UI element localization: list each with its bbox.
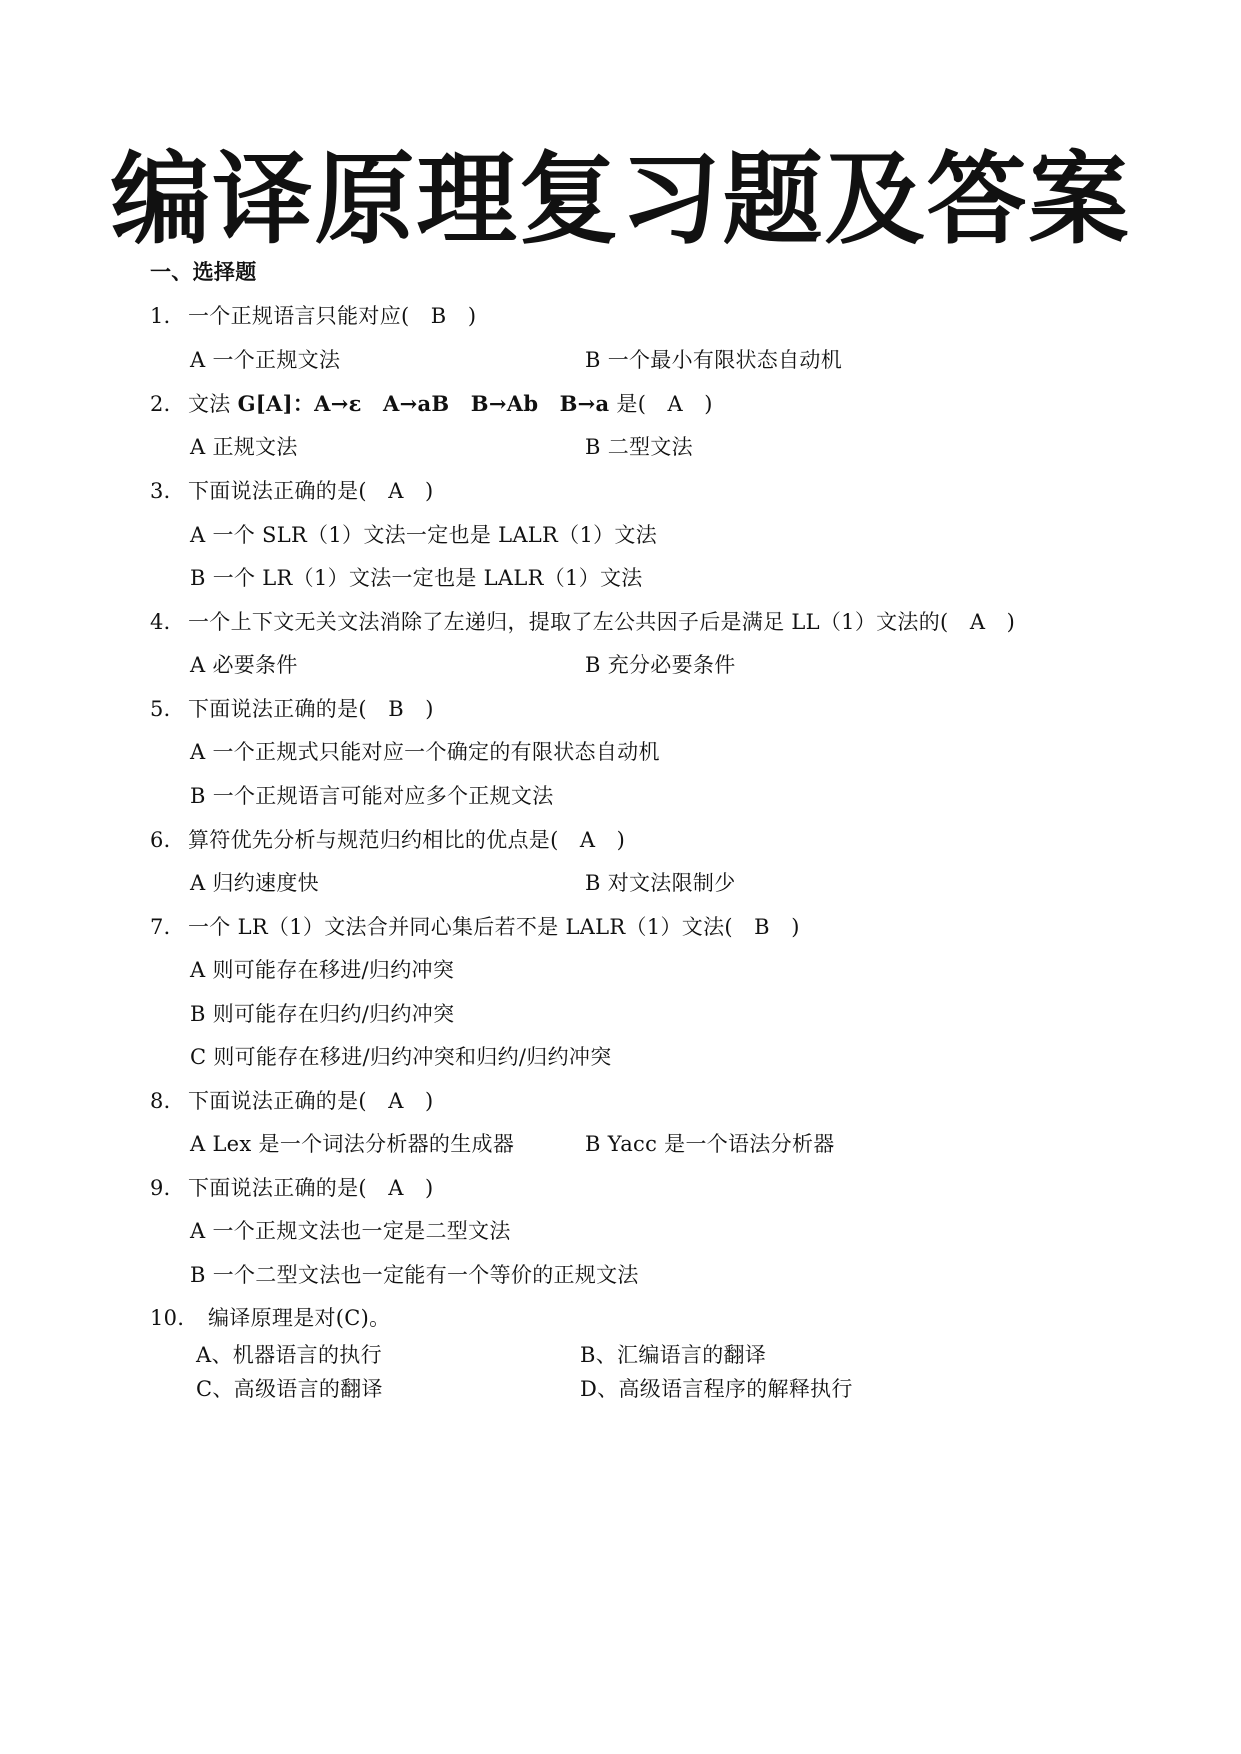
question-number: 8． <box>150 1089 185 1113</box>
question-stem: 一个正规语言只能对应( B ) <box>188 304 477 328</box>
question-stem-prefix: 文法 <box>188 392 238 416</box>
question-number: 9． <box>150 1176 185 1200</box>
option-text: A、机器语言的执行 <box>196 1343 382 1367</box>
question-number: 1． <box>150 304 185 328</box>
option-text: B 一个 LR（1）文法一定也是 LALR（1）文法 <box>190 566 643 590</box>
option-text: A 归约速度快 <box>190 871 319 895</box>
option-text: A 必要条件 <box>190 653 298 677</box>
document-title: 编译原理复习题及答案 <box>110 141 1131 258</box>
question-number: 5． <box>150 697 185 721</box>
question-stem: 一个 LR（1）文法合并同心集后若不是 LALR（1）文法( B ) <box>188 915 800 939</box>
option-text: C 则可能存在移进/归约冲突和归约/归约冲突 <box>190 1045 612 1069</box>
question-stem: 下面说法正确的是( A ) <box>188 479 434 503</box>
question-9 <box>150 1174 433 1202</box>
option-text: A 一个 SLR（1）文法一定也是 LALR（1）文法 <box>190 523 658 547</box>
question-10 <box>150 1304 390 1332</box>
question-1 <box>150 302 476 330</box>
option-text: A 一个正规式只能对应一个确定的有限状态自动机 <box>190 740 660 764</box>
option-text: A 一个正规文法也一定是二型文法 <box>190 1219 511 1243</box>
question-stem: 一个上下文无关文法消除了左递归，提取了左公共因子后是满足 LL（1）文法的( A ) <box>188 610 1016 634</box>
question-number: 10． <box>150 1306 199 1330</box>
option-text: A Lex 是一个词法分析器的生成器 <box>190 1132 515 1156</box>
question-number: 6． <box>150 828 185 852</box>
option-text: C、高级语言的翻译 <box>196 1377 383 1401</box>
question-7 <box>150 913 800 941</box>
question-4 <box>150 608 1015 636</box>
option-text: A 则可能存在移进/归约冲突 <box>190 958 455 982</box>
option-text: B 则可能存在归约/归约冲突 <box>190 1002 455 1026</box>
option-text: B 一个二型文法也一定能有一个等价的正规文法 <box>190 1263 639 1287</box>
grammar-definition: G[A]：A→ε A→aB B→Ab B→a <box>237 391 610 416</box>
question-3 <box>150 477 433 505</box>
option-text: D、高级语言程序的解释执行 <box>580 1377 853 1401</box>
question-stem-suffix: 是( A ) <box>609 392 713 416</box>
question-6 <box>150 826 625 854</box>
option-text: B、汇编语言的翻译 <box>580 1343 767 1367</box>
question-stem: 下面说法正确的是( A ) <box>188 1089 434 1113</box>
option-text: B Yacc 是一个语法分析器 <box>585 1132 835 1156</box>
section-heading: 一、选择题 <box>150 259 257 284</box>
question-5 <box>150 695 434 723</box>
question-stem: 算符优先分析与规范归约相比的优点是( A ) <box>188 828 626 852</box>
question-number: 2． <box>150 392 185 416</box>
option-text: B 二型文法 <box>585 435 693 459</box>
question-stem: 编译原理是对(C)。 <box>208 1306 391 1330</box>
question-8 <box>150 1087 433 1115</box>
question-number: 3． <box>150 479 185 503</box>
option-text: B 充分必要条件 <box>585 653 736 677</box>
question-2 <box>150 390 713 418</box>
question-stem: 下面说法正确的是( B ) <box>188 697 434 721</box>
option-text: B 对文法限制少 <box>585 871 736 895</box>
option-text: A 一个正规文法 <box>190 348 341 372</box>
question-number: 7． <box>150 915 185 939</box>
question-stem: 下面说法正确的是( A ) <box>188 1176 434 1200</box>
question-number: 4． <box>150 610 185 634</box>
option-text: B 一个正规语言可能对应多个正规文法 <box>190 784 554 808</box>
option-text: A 正规文法 <box>190 435 298 459</box>
option-text: B 一个最小有限状态自动机 <box>585 348 843 372</box>
